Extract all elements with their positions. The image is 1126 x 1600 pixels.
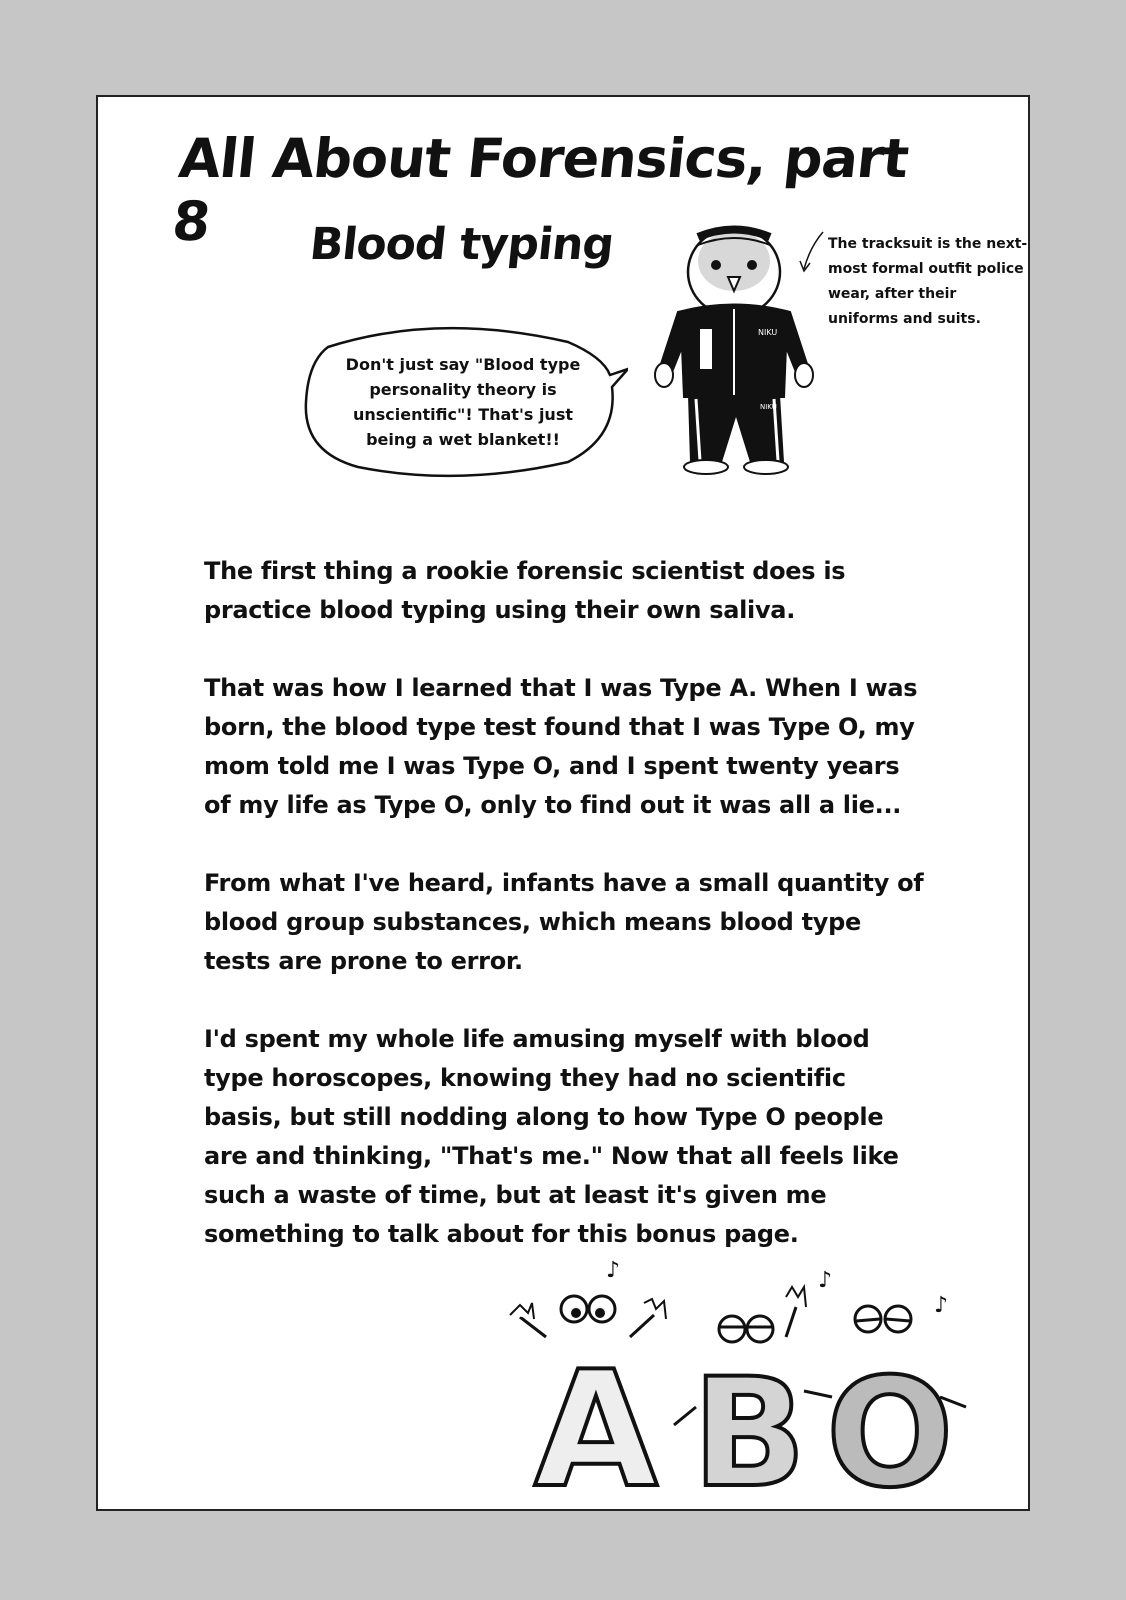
page-title: All About Forensics, part 8: [169, 127, 911, 253]
essay-body: [204, 552, 924, 1293]
paragraph: That was how I learned that I was Type A. When I was born, the blood type test found that I was Type O, my mom told me I was Type O, and I spent twenty years of my life as Type O, only to find out it was all a lie...: [204, 674, 918, 819]
tracksuit-side-note: The tracksuit is the next-most formal outfit police wear, after their uniforms and suits.: [828, 236, 1028, 327]
music-note-icon: ♪: [606, 1258, 621, 1283]
paragraph: From what I've heard, infants have a small quantity of blood group substances, which means blood type tests are prone to error.: [204, 869, 924, 975]
music-note-icon: ♪: [934, 1293, 949, 1318]
bonus-page: [96, 95, 1030, 1511]
svg-text:B: B: [692, 1347, 807, 1497]
jacket-logo-text: NIKU: [758, 328, 778, 337]
paragraph: I'd spent my whole life amusing myself with blood type horoscopes, knowing they had no scientific basis, but still nodding along to how Type O people are and thinking, "That's me." Now that all feels like such a waste of time, but at least it's given me something to talk about for this bonus page.: [204, 1025, 899, 1248]
page-subtitle: Blood typing: [307, 219, 616, 270]
letter-a-character: [510, 1296, 666, 1497]
abo-letters-illustration: [506, 1257, 986, 1497]
pants-logo-text: NIKU: [760, 403, 777, 411]
svg-text:A: A: [534, 1336, 658, 1497]
svg-text:O: O: [826, 1347, 954, 1497]
note-pointer-arrow: [798, 227, 828, 277]
music-note-icon: ♪: [818, 1268, 833, 1293]
letter-o-character: [804, 1306, 966, 1497]
paragraph: The first thing a rookie forensic scientist does is practice blood typing using their own saliva.: [204, 557, 846, 624]
speech-bubble-text: Don't just say "Blood type personality theory is unscientific"! That's just being a wet blanket!!: [345, 355, 581, 449]
letter-b-character: [674, 1287, 806, 1497]
